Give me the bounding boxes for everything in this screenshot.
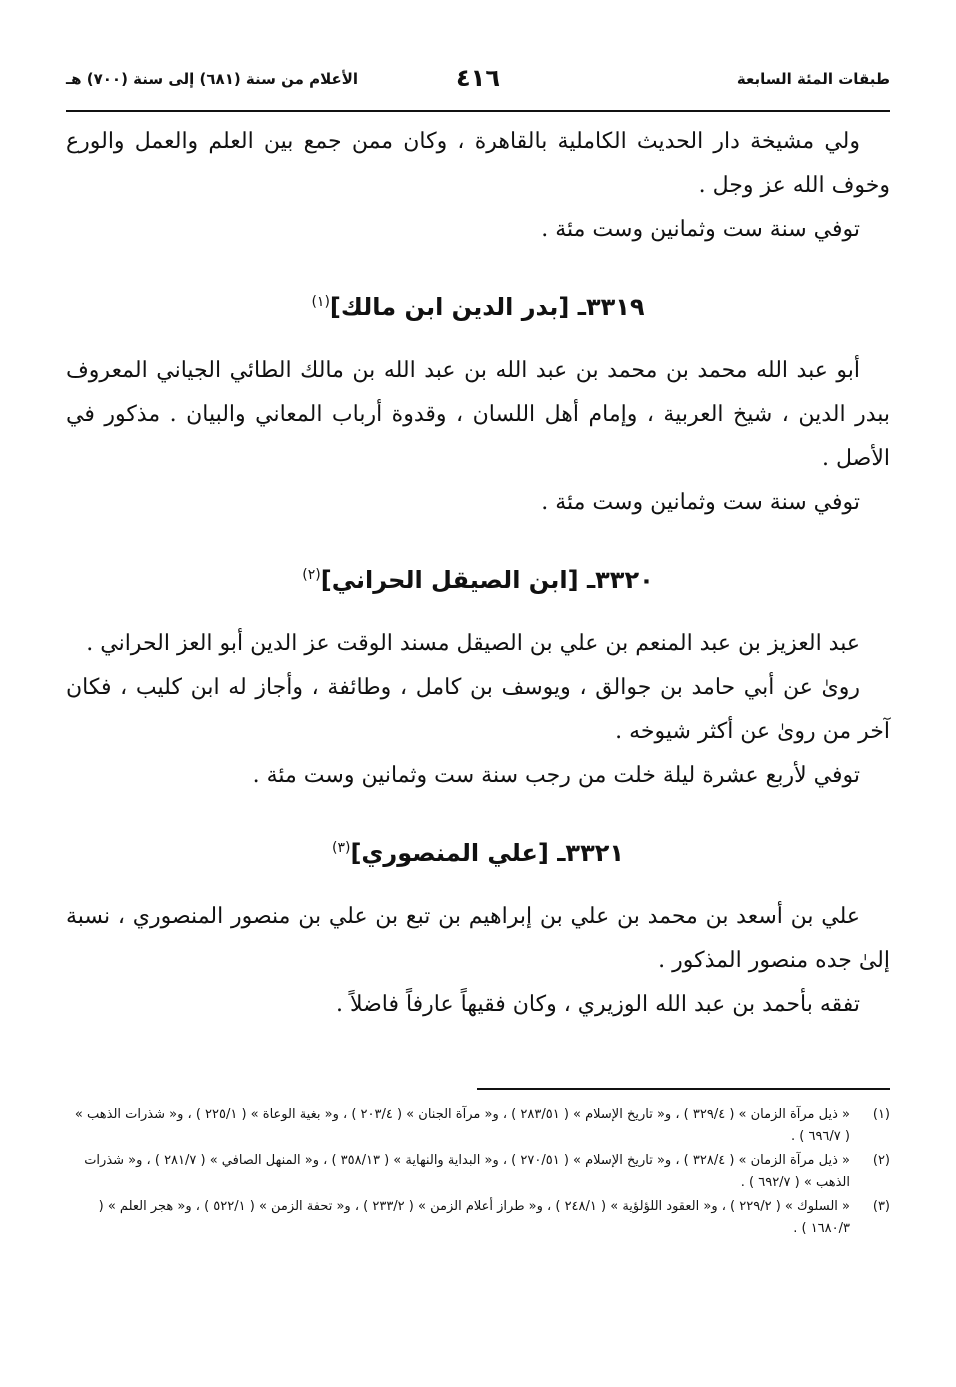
header-range-title: الأعلام من سنة (٦٨١) إلى سنة (٧٠٠) هـ xyxy=(66,70,359,88)
footnote-item xyxy=(66,1150,890,1194)
entry-paragraph: عبد العزيز بن عبد المنعم بن علي بن الصيقل مسند الوقت عز الدين أبو العز الحراني . xyxy=(86,631,860,656)
entry-heading-3321: ٣٣٢١ـ [علي المنصوري]$^{(٣)}$ xyxy=(331,839,625,867)
footnote-ref: (١) xyxy=(311,294,330,310)
footnote-text: « السلوك » ( ٢٢٩/٢ ) ، و« العقود اللؤلؤية » ( ٢٤٨/١ ) ، و« طراز أعلام الزمن » ( ٢٣٣/٢ ) ، و« تحفة الزمن » ( ٥٢٢/١ ) ، و« هجر العلم » ( ١٦٨٠/٣ ) . xyxy=(98,1199,850,1236)
footnotes xyxy=(66,1104,890,1242)
page-number: ٤١٦ xyxy=(456,64,500,92)
footnote-number: (١) xyxy=(872,1107,890,1122)
footnote-number: (٣) xyxy=(872,1199,890,1214)
footnote-text: « ذيل مرآة الزمان » ( ٣٢٨/٤ ) ، و« تاريخ الإسلام » ( ٢٧٠/٥١ ) ، و« البداية والنهاية » ( ٣٥٨/١٣ ) ، و« المنهل الصافي » ( ٢٨١/٧ ) ، و« شذرات الذهب » ( ٦٩٢/٧ ) . xyxy=(84,1153,850,1190)
footnote-ref: (٢) xyxy=(302,567,321,583)
footnote-ref: (٣) xyxy=(331,840,351,856)
entry-paragraph: توفي سنة ست وثمانين وست مئة . xyxy=(541,490,860,515)
entry-heading-3320: ٣٣٢٠ـ [ابن الصيقل الحراني]$^{(٢)}$ xyxy=(302,566,654,594)
footnote-item xyxy=(66,1104,890,1148)
entry-paragraph: توفي لأربع عشرة ليلة خلت من رجب سنة ست وثمانين وست مئة . xyxy=(252,763,860,788)
running-header xyxy=(66,64,890,106)
entry-paragraph: أبو عبد الله محمد بن محمد بن عبد الله بن عبد الله بن مالك الطائي الجياني المعروف ببدر الدين ، شيخ العربية ، وإمام أهل اللسان ، وقدوة أرباب المعاني والبيان . مذكور في الأصل . xyxy=(66,358,890,471)
intro-paragraph: ولي مشيخة دار الحديث الكاملية بالقاهرة ، وكان ممن جمع بين العلم والعمل والورع وخوف الله عز وجل . xyxy=(66,129,890,198)
entry-paragraph: علي بن أسعد بن محمد بن علي بن إبراهيم بن تبع بن علي بن منصور المنصوري ، نسبة إلىٰ جده منصور المذكور . xyxy=(66,904,890,973)
entry-heading-3319: ٣٣١٩ـ [بدر الدين ابن مالك]$^{(١)}$ xyxy=(311,293,645,321)
footnote-divider xyxy=(477,1088,890,1090)
intro-death-note: توفي سنة ست وثمانين وست مئة . xyxy=(541,217,860,242)
footnote-number: (٢) xyxy=(872,1153,890,1168)
header-divider xyxy=(66,110,890,112)
entry-paragraph: تفقه بأحمد بن عبد الله الوزيري ، وكان فقيهاً عارفاً فاضلاً . xyxy=(335,992,860,1017)
footnote-item xyxy=(66,1196,890,1240)
header-section-title: طبقات المئة السابعة xyxy=(736,70,890,88)
entry-paragraph: روىٰ عن أبي حامد بن جوالق ، ويوسف بن كامل ، وطائفة ، وأجاز له ابن كليب ، فكان آخر من روىٰ عن أكثر شيوخه . xyxy=(66,675,890,744)
footnote-text: « ذيل مرآة الزمان » ( ٣٢٩/٤ ) ، و« تاريخ الإسلام » ( ٢٨٣/٥١ ) ، و« مرآة الجنان » ( ٢٠٣/٤ ) ، و« بغية الوعاة » ( ٢٢٥/١ ) ، و« شذرات الذهب » ( ٦٩٦/٧ ) . xyxy=(74,1107,850,1144)
main-text xyxy=(66,120,890,1027)
